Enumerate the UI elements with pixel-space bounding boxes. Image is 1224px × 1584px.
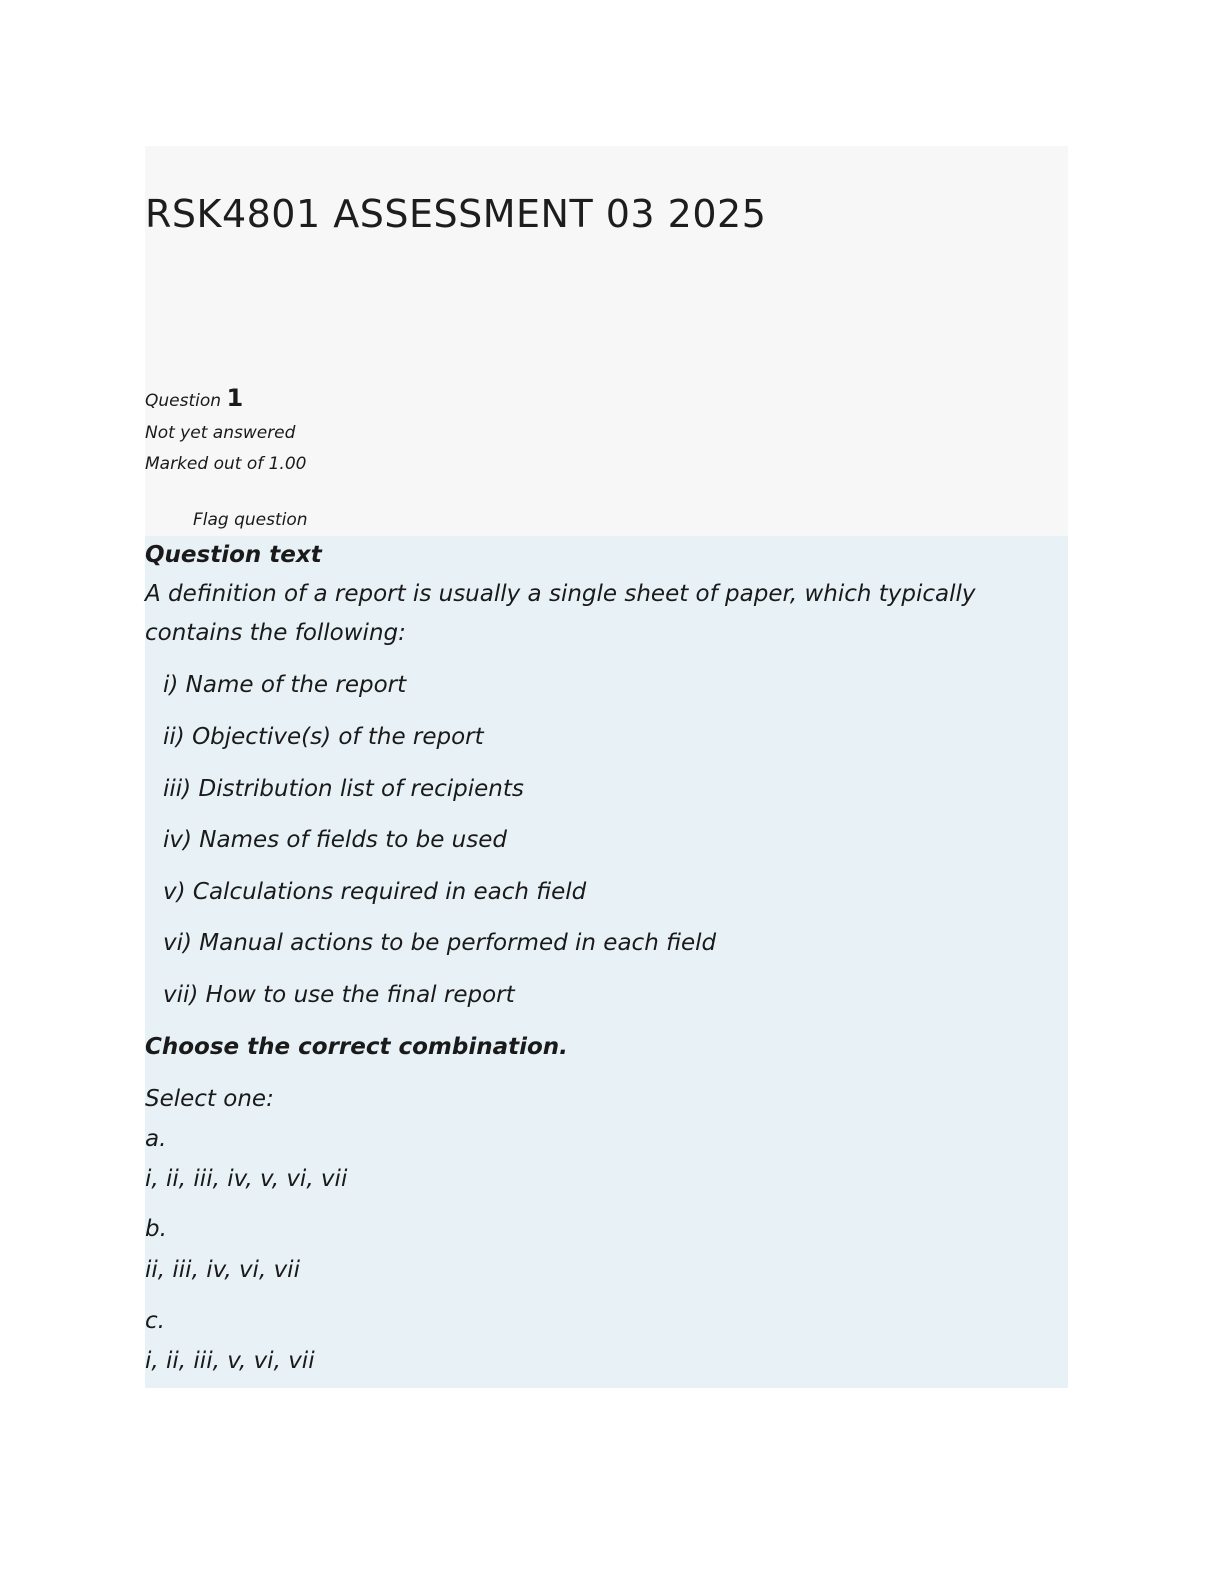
option-a-letter[interactable]: a.: [145, 1126, 167, 1152]
option-b-letter[interactable]: b.: [145, 1216, 167, 1242]
page-container: [145, 146, 1068, 1388]
list-item: iii) Distribution list of recipients: [163, 776, 524, 802]
option-b-text[interactable]: ii, iii, iv, vi, vii: [145, 1257, 300, 1283]
list-item: v) Calculations required in each field: [163, 879, 587, 905]
question-intro-line-2: contains the following:: [145, 620, 406, 646]
list-item: iv) Names of fields to be used: [163, 827, 507, 853]
question-number-heading: [145, 384, 243, 412]
option-c-text[interactable]: i, ii, iii, v, vi, vii: [145, 1348, 315, 1374]
question-info-panel: [145, 146, 1068, 536]
list-item: ii) Objective(s) of the report: [163, 724, 484, 750]
option-c-letter[interactable]: c.: [145, 1308, 165, 1334]
list-item: vii) How to use the final report: [163, 982, 515, 1008]
question-instruction: Choose the correct combination.: [145, 1034, 568, 1060]
flag-question-link[interactable]: Flag question: [193, 510, 308, 530]
option-a-text[interactable]: i, ii, iii, iv, v, vi, vii: [145, 1166, 348, 1192]
question-intro-line-1: A definition of a report is usually a single sheet of paper, which typically: [145, 581, 976, 607]
select-one-prompt: Select one:: [145, 1086, 274, 1112]
list-item: i) Name of the report: [163, 672, 407, 698]
question-state: Not yet answered: [145, 423, 296, 443]
question-marks: Marked out of 1.00: [145, 454, 307, 474]
question-number: 1: [226, 384, 244, 412]
question-content-panel: [145, 536, 1068, 1388]
list-item: vi) Manual actions to be performed in each field: [163, 930, 717, 956]
page-title: RSK4801 ASSESSMENT 03 2025: [145, 192, 767, 236]
question-label: Question: [145, 391, 222, 411]
question-text-heading: Question text: [145, 542, 322, 568]
